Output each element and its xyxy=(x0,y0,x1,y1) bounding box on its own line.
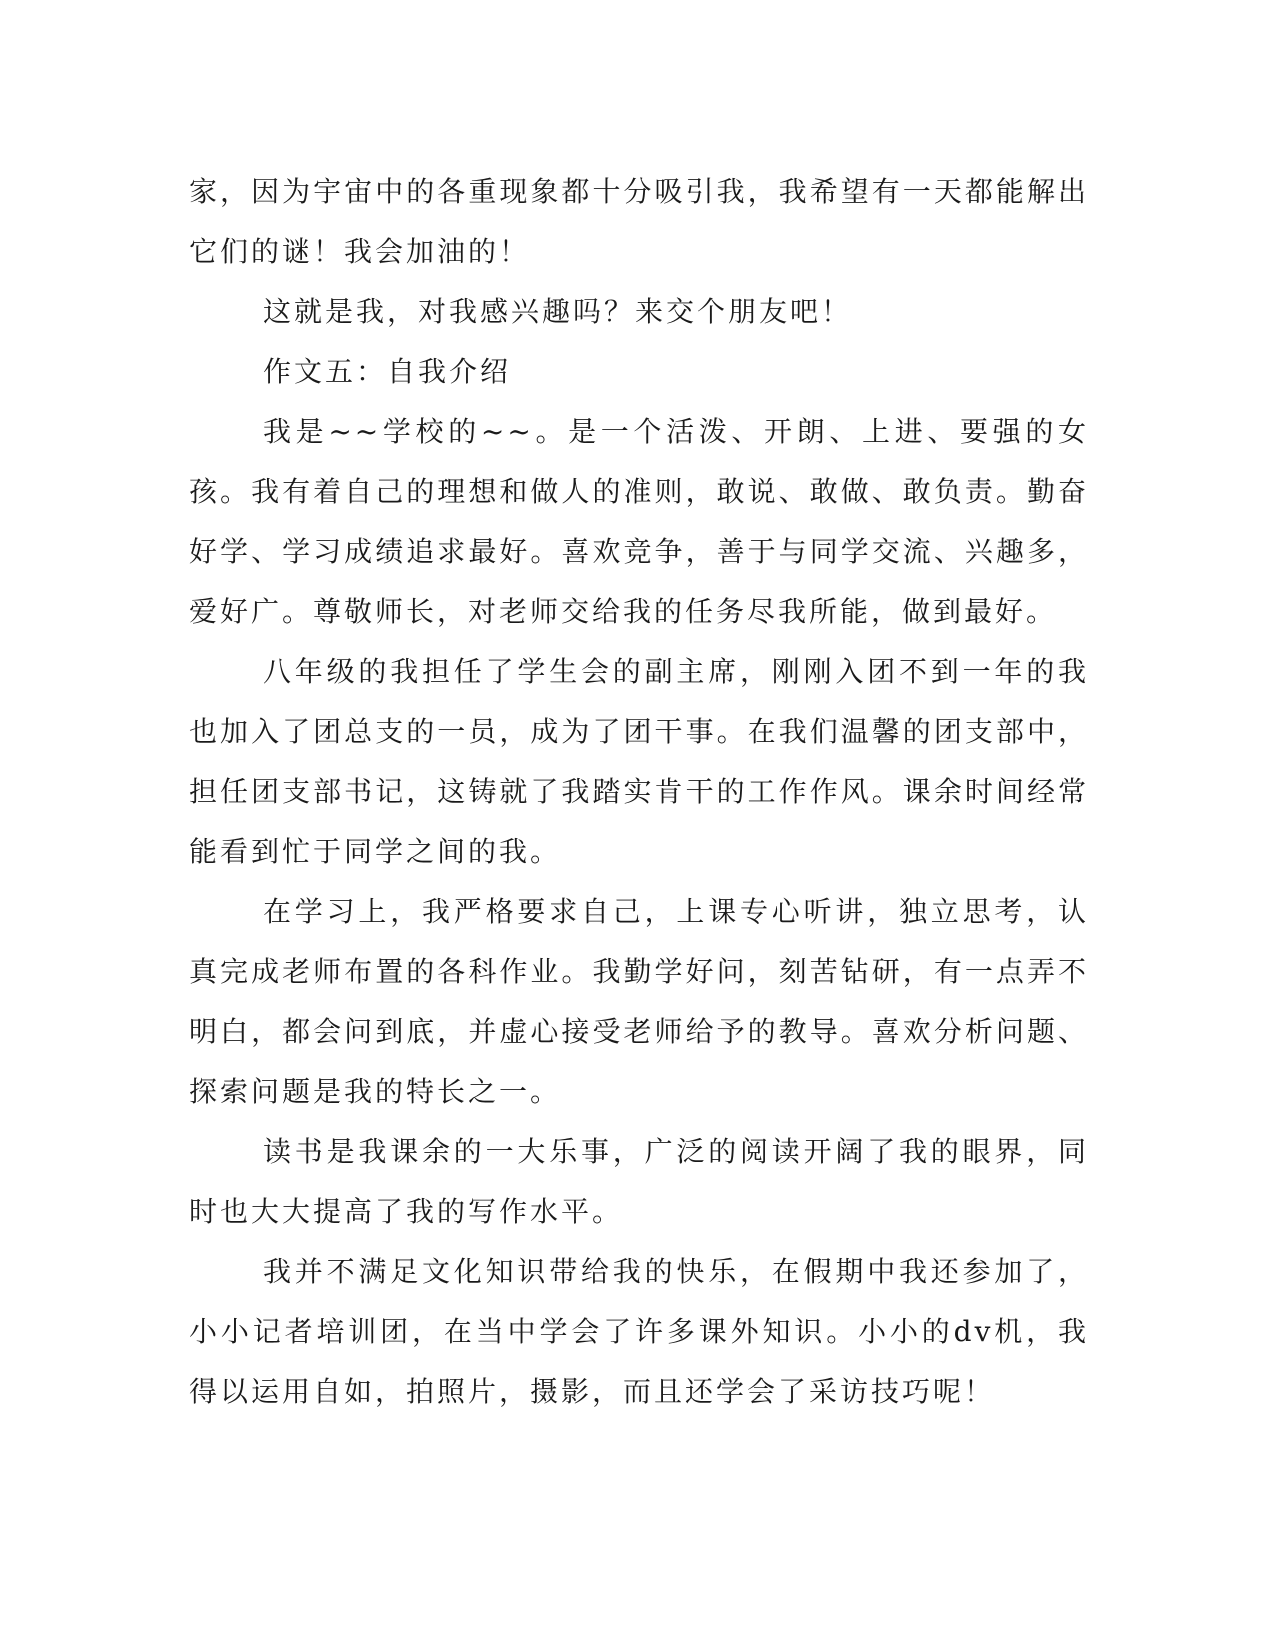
paragraph-reporter-training: 我并不满足文化知识带给我的快乐，在假期中我还参加了，小小记者培训团，在当中学会了许多课外知识。小小的dv机，我得以运用自如，拍照片，摄影，而且还学会了采访技巧呢！ xyxy=(189,1255,1089,1408)
paragraph-continuation: 家，因为宇宙中的各重现象都十分吸引我，我希望有一天都能解出它们的谜！我会加油的！ xyxy=(189,175,1089,268)
document-body xyxy=(189,162,1089,1422)
paragraph-student-council: 八年级的我担任了学生会的副主席，刚刚入团不到一年的我也加入了团总支的一员，成为了团干事。在我们温馨的团支部中，担任团支部书记，这铸就了我踏实肯干的工作作风。课余时间经常能看到忙于同学之间的我。 xyxy=(189,655,1089,868)
paragraph-reading: 读书是我课余的一大乐事，广泛的阅读开阔了我的眼界，同时也大大提高了我的写作水平。 xyxy=(189,1135,1089,1228)
paragraph-closing-invitation: 这就是我，对我感兴趣吗？来交个朋友吧！ xyxy=(263,295,853,328)
paragraph-study: 在学习上，我严格要求自己，上课专心听讲，独立思考，认真完成老师布置的各科作业。我勤学好问，刻苦钻研，有一点弄不明白，都会问到底，并虚心接受老师给予的教导。喜欢分析问题、探索问题是我的特长之一。 xyxy=(189,895,1089,1108)
paragraph-self-intro: 我是~~学校的~~。是一个活泼、开朗、上进、要强的女孩。我有着自己的理想和做人的准则，敢说、敢做、敢负责。勤奋好学、学习成绩追求最好。喜欢竞争，善于与同学交流、兴趣多，爱好广。尊敬师长，对老师交给我的任务尽我所能，做到最好。 xyxy=(189,415,1089,628)
essay-heading: 作文五：自我介绍 xyxy=(263,355,512,388)
